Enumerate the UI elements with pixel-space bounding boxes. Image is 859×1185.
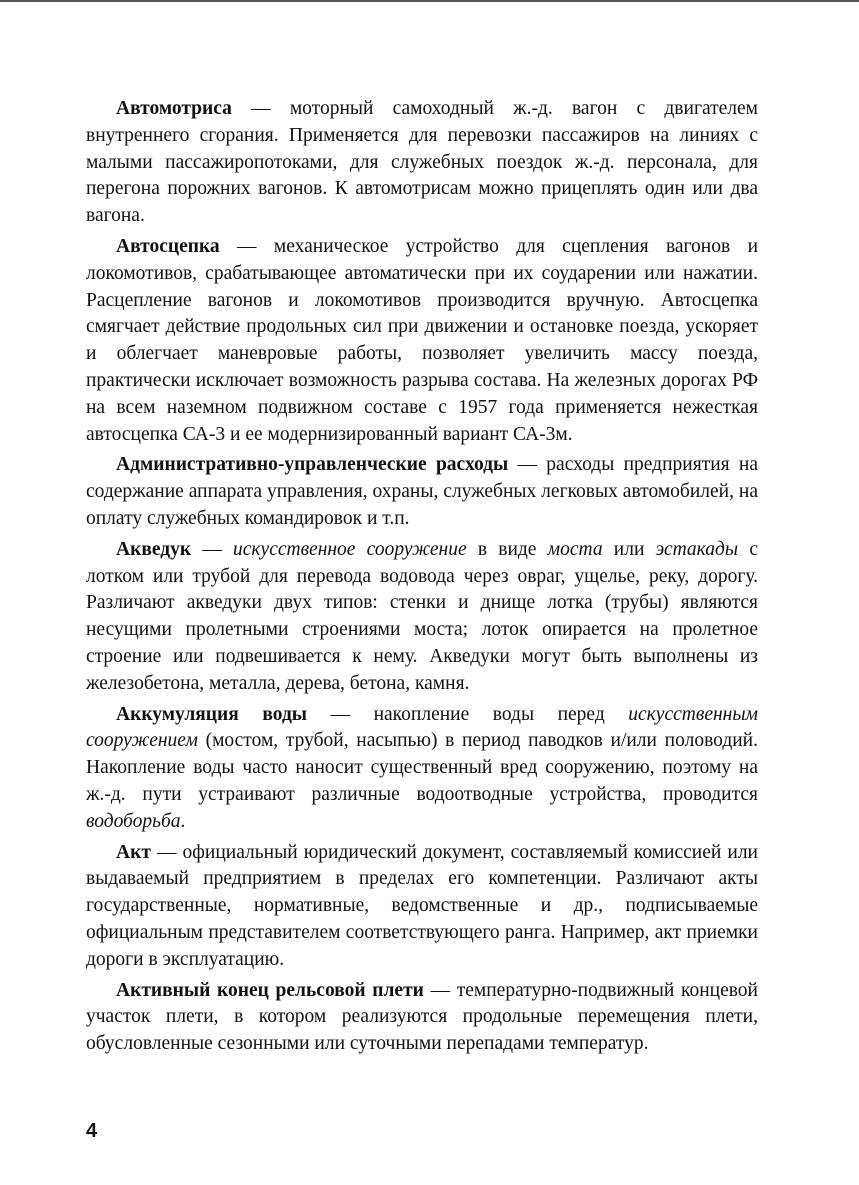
entry-definition-text: — bbox=[191, 538, 234, 560]
entry-term: Акт bbox=[116, 841, 151, 863]
glossary-entry bbox=[86, 702, 758, 836]
entry-term: Акведук bbox=[116, 538, 192, 560]
cross-reference: искусственное сооружение bbox=[233, 538, 467, 560]
glossary-entry bbox=[86, 537, 758, 698]
page-number: 4 bbox=[86, 1120, 98, 1142]
entry-definition-text: — моторный самоходный ж.-д. вагон с двигателем внутреннего сгорания. Применяется для перевозки пассажиров на линиях с малыми пассажиропотоками, для служебных поездок ж.-д. персонала, для перегона порожних вагонов. К автомотрисам можно прицеплять один или два вагона. bbox=[86, 98, 758, 227]
entry-definition-text: — официальный юридический документ, составляемый комиссией или выдаваемый предприятием в пределах его компетенции. Различают акты государственные, нормативные, ведомственные и др., подписываемые официальным представителем соответствующего ранга. Например, акт приемки дороги в эксплуатацию. bbox=[86, 841, 758, 970]
glossary-entry bbox=[86, 840, 758, 974]
entry-definition-text: в виде bbox=[466, 538, 548, 560]
glossary-entry bbox=[86, 452, 758, 532]
entry-definition-text: — расходы предприятия на содержание аппарата управления, охраны, служебных легковых автомобилей, на оплату служебных командировок и т.п. bbox=[86, 454, 758, 529]
cross-reference: эстакады bbox=[655, 538, 739, 560]
entry-term: Аккумуляция воды bbox=[116, 703, 308, 725]
glossary-entry bbox=[86, 234, 758, 448]
entry-term: Активный конец рельсовой плети bbox=[116, 979, 424, 1001]
entry-definition-text: . bbox=[180, 810, 186, 832]
cross-reference: искусственным сооружением bbox=[86, 703, 758, 752]
cross-reference: водоборьба bbox=[86, 810, 181, 832]
cross-reference: моста bbox=[547, 538, 603, 560]
entry-definition-text: — механическое устройство для сцепления вагонов и локомотивов, срабатывающее автоматически при их соударении или нажатии. Расцепление вагонов и локомотивов производится вручную. Автосцепка смягчает действие продольных сил при движении и остановке поезда, ускоряет и облегчает маневровые работы, позволяет увеличить массу поезда, практически исключает возможность разрыва состава. На железных дорогах РФ на всем наземном подвижном составе с 1957 года применяется нежесткая автосцепка СА-3 и ее модернизированный вариант СА-3м. bbox=[86, 235, 758, 445]
entry-term: Автосцепка bbox=[116, 235, 220, 257]
entry-term: Автомотриса bbox=[116, 98, 232, 119]
entry-definition-text: с лотком или трубой для перевода водовода через овраг, ущелье, реку, дорогу. Различают акведуки двух типов: стенки и днище лотка (трубы) являются несущими пролетными строениями моста; лоток опирается на пролетное строение или подвешивается к нему. Акведуки могут быть выполнены из железобетона, металла, дерева, бетона, камня. bbox=[86, 538, 758, 694]
glossary-entry bbox=[86, 96, 758, 230]
entry-definition-text: — накопление воды перед bbox=[307, 703, 629, 725]
glossary-entry bbox=[86, 978, 758, 1058]
entry-definition-text: (мостом, трубой, насыпью) в период паводков и/или половодий. Накопление воды часто наносит существенный вред сооружению, поэтому на ж.-д. пути устраивают различные водоотводные устройства, проводится bbox=[86, 730, 758, 805]
entry-term: Административно-управленческие расходы bbox=[116, 454, 509, 476]
entry-definition-text: — температурно-подвижный концевой участок плети, в котором реализуются продольные перемещения плети, обусловленные сезонными или суточными перепадами температур. bbox=[86, 979, 758, 1055]
glossary-body bbox=[86, 96, 758, 1062]
entry-definition-text: или bbox=[602, 538, 656, 560]
